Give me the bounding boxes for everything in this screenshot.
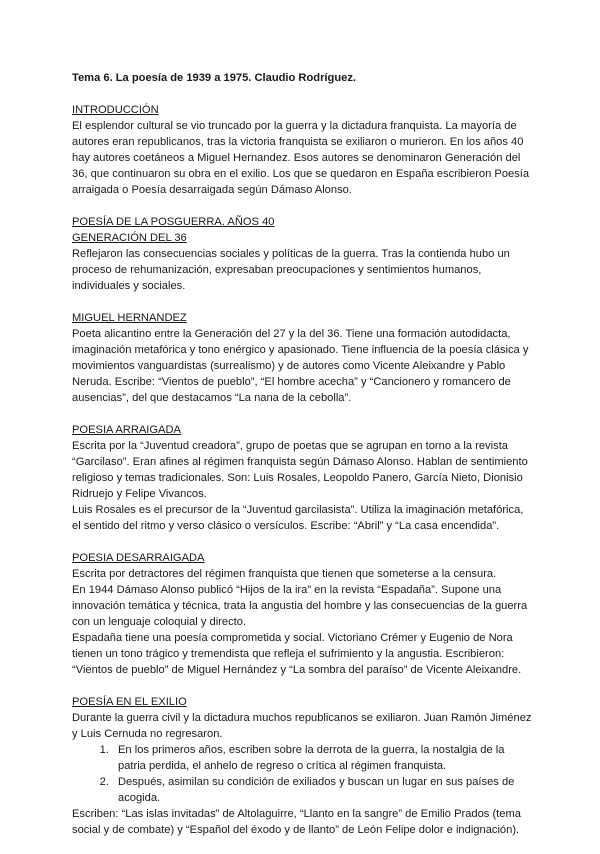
paragraph-desarraigada-1: Escrita por detractores del régimen franquista que tienen que someterse a la censura. (72, 568, 497, 580)
section-poesia-arraigada (72, 422, 534, 534)
paragraph-arraigada-2: Luis Rosales es el precursor de la “Juventud garcilasista”. Utiliza la imaginación metafórica, el sentido del ritmo y verso clásico o versículos. Escribe: “Abril” y “La casa encendida”. (72, 504, 524, 532)
heading-poesia-desarraigada: POESIA DESARRAIGADA (72, 552, 205, 564)
subheading-generacion-36: GENERACIÓN DEL 36 (72, 232, 187, 244)
section-introduccion (72, 102, 534, 198)
paragraph-introduccion: El esplendor cultural se vio truncado por la guerra y la dictadura franquista. La mayoría de autores eran republicanos, tras la victoria franquista se exiliaron o murieron. En los años 40 hay autores coetáneos a Miguel Hernandez. Esos autores se denominaron Generación del 36, que continuaron su obra en el exilio. Los que se quedaron en España escribieron Poesía arraigada o Poesía desarraigada según Dámaso Alonso. (72, 120, 530, 196)
paragraph-exilio-1: Durante la guerra civil y la dictadura muchos republicanos se exiliaron. Juan Ramón Jiménez y Luis Cernuda no regresaron. (72, 712, 532, 740)
heading-introduccion: INTRODUCCIÓN (72, 104, 159, 116)
paragraph-desarraigada-3: Espadaña tiene una poesía comprometida y social. Victoriano Crémer y Eugenio de Nora tienen un tono trágico y tremendista que refleja el sufrimiento y la angustia. Escribieron: “Vientos de pueblo” de Miguel Hernández y “La sombra del paraíso” de Vicente Aleixandre. (72, 632, 522, 676)
list-item: 2. Después, asimilan su condición de exiliados y buscan un lugar en sus países de acogida. (112, 774, 534, 806)
heading-miguel-hernandez: MIGUEL HERNANDEZ (72, 312, 187, 324)
paragraph-arraigada-1: Escrita por la “Juventud creadora”, grupo de poetas que se agrupan en torno a la revista “Garcilaso”. Eran afines al régimen franquista según Dámaso Alonso. Hablan de sentimiento religioso y temas tradicionales. Son: Luis Rosales, Leopoldo Panero, García Nieto, Dionisio Ridruejo y Felipe Vivancos. (72, 440, 528, 500)
section-miguel-hernandez (72, 310, 534, 406)
paragraph-miguel-hernandez: Poeta alicantino entre la Generación del 27 y la del 36. Tiene una formación autodidacta, imaginación metafórica y tono enérgico y apasionado. Tiene influencia de la poesía clásica y movimientos vanguardistas (surrealismo) y de autores como Vicente Aleixandre y Pablo Neruda. Escribe: “Vientos de pueblo”, “El hombre acecha” y “Cancionero y romancero de ausencias”, del que destacamos “La nana de la cebolla”. (72, 328, 529, 404)
document-title: Tema 6. La poesía de 1939 a 1975. Claudio Rodríguez. (72, 72, 356, 84)
heading-poesia-arraigada: POESIA ARRAIGADA (72, 424, 181, 436)
paragraph-desarraigada-2: En 1944 Dámaso Alonso publicó “Hijos de la ira” en la revista “Espadaña”. Supone una innovación temática y técnica, trata la angustia del hombre y las consecuencias de la guerra con un lenguaje coloquial y directo. (72, 584, 528, 628)
section-poesia-exilio (72, 694, 534, 838)
section-posguerra (72, 214, 534, 294)
section-poesia-desarraigada (72, 550, 534, 678)
exilio-list (72, 742, 534, 806)
heading-posguerra: POESÍA DE LA POSGUERRA. AÑOS 40 (72, 216, 275, 228)
heading-poesia-exilio: POESÍA EN EL EXILIO (72, 696, 187, 708)
paragraph-posguerra: Reflejaron las consecuencias sociales y políticas de la guerra. Tras la contienda hubo un proceso de rehumanización, expresaban preocupaciones y sentimientos humanos, individuales y sociales. (72, 248, 510, 292)
document-content (72, 70, 534, 854)
paragraph-exilio-2: Escriben: “Las islas invitadas” de Altolaguirre, “Llanto en la sangre” de Emilio Prados (tema social y de combate) y “Español del éxodo y de llanto” de León Felipe dolor e indignación). (72, 808, 521, 836)
list-item: 1. En los primeros años, escriben sobre la derrota de la guerra, la nostalgia de la patria perdida, el anhelo de regreso o crítica al régimen franquista. (112, 742, 534, 774)
